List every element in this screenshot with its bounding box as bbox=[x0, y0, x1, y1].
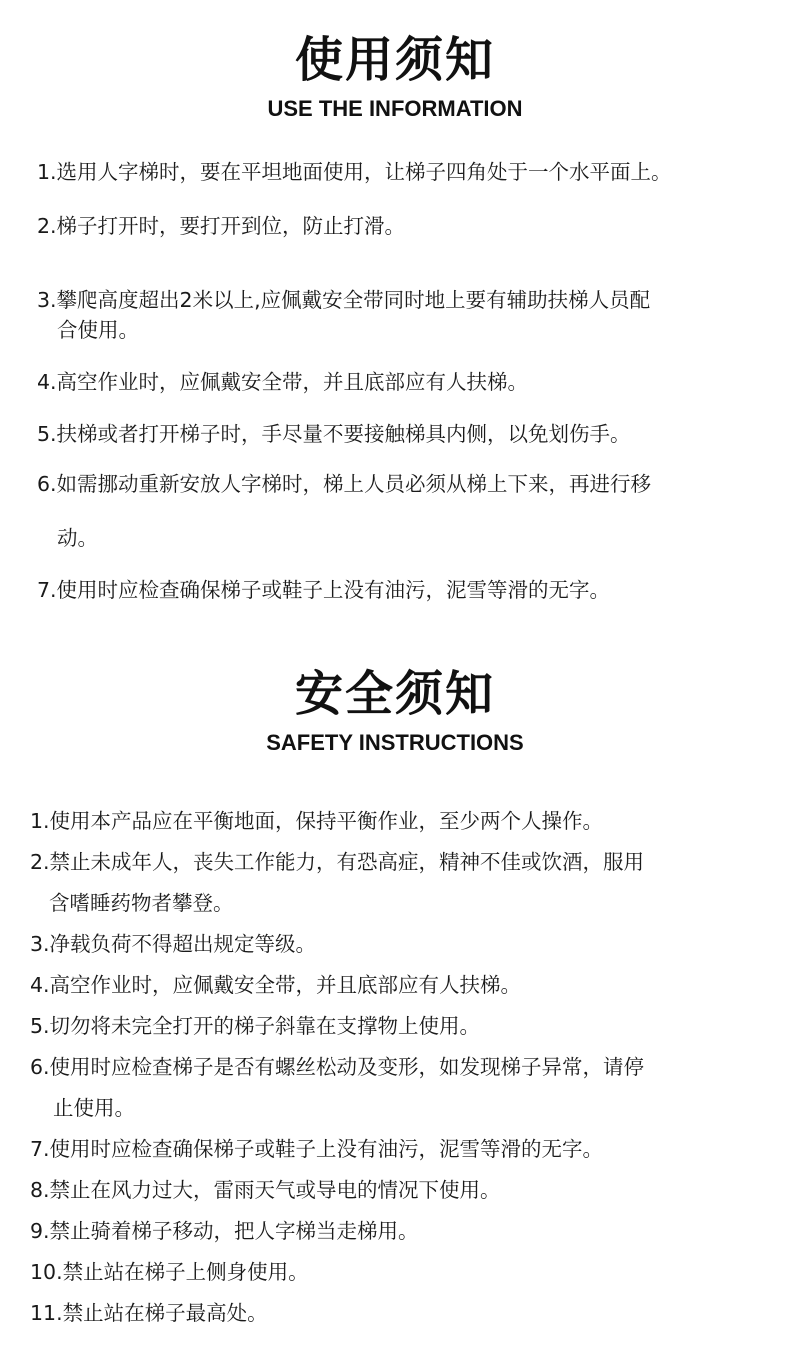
usage-item-3-continued: 合使用。 bbox=[57, 318, 139, 342]
safety-item-2-continued: 含嗜睡药物者攀登。 bbox=[49, 891, 234, 915]
safety-item-5: 5.切勿将未完全打开的梯子斜靠在支撑物上使用。 bbox=[30, 1014, 481, 1038]
usage-item-3: 3.攀爬高度超出2米以上,应佩戴安全带同时地上要有辅助扶梯人员配 bbox=[37, 288, 651, 312]
usage-item-7: 7.使用时应检查确保梯子或鞋子上没有油污，泥雪等滑的无字。 bbox=[37, 578, 611, 602]
safety-item-11: 11.禁止站在梯子最高处。 bbox=[30, 1301, 268, 1325]
safety-item-6-continued: 止使用。 bbox=[53, 1096, 135, 1120]
usage-item-6-continued: 动。 bbox=[57, 526, 98, 550]
safety-item-3: 3.净载负荷不得超出规定等级。 bbox=[30, 932, 317, 956]
usage-item-4: 4.高空作业时，应佩戴安全带，并且底部应有人扶梯。 bbox=[37, 370, 529, 394]
safety-item-10: 10.禁止站在梯子上侧身使用。 bbox=[30, 1260, 309, 1284]
safety-subtitle: SAFETY INSTRUCTIONS bbox=[266, 730, 524, 755]
usage-item-1: 1.选用人字梯时，要在平坦地面使用，让梯子四角处于一个水平面上。 bbox=[37, 160, 672, 184]
safety-item-7: 7.使用时应检查确保梯子或鞋子上没有油污，泥雪等滑的无字。 bbox=[30, 1137, 604, 1161]
usage-item-5: 5.扶梯或者打开梯子时，手尽量不要接触梯具内侧，以免划伤手。 bbox=[37, 422, 631, 446]
safety-item-2: 2.禁止未成年人，丧失工作能力，有恐高症，精神不佳或饮酒，服用 bbox=[30, 850, 645, 874]
usage-item-2: 2.梯子打开时，要打开到位，防止打滑。 bbox=[37, 214, 406, 238]
safety-item-1: 1.使用本产品应在平衡地面，保持平衡作业，至少两个人操作。 bbox=[30, 809, 604, 833]
usage-item-6: 6.如需挪动重新安放人字梯时，梯上人员必须从梯上下来，再进行移 bbox=[37, 472, 652, 496]
usage-subtitle: USE THE INFORMATION bbox=[267, 96, 523, 121]
safety-item-9: 9.禁止骑着梯子移动，把人字梯当走梯用。 bbox=[30, 1219, 419, 1243]
safety-item-6: 6.使用时应检查梯子是否有螺丝松动及变形，如发现梯子异常，请停 bbox=[30, 1055, 645, 1079]
usage-title: 使用须知 bbox=[294, 32, 495, 88]
safety-item-8: 8.禁止在风力过大，雷雨天气或导电的情况下使用。 bbox=[30, 1178, 501, 1202]
safety-item-4: 4.高空作业时，应佩戴安全带，并且底部应有人扶梯。 bbox=[30, 973, 522, 997]
safety-title: 安全须知 bbox=[294, 666, 495, 722]
